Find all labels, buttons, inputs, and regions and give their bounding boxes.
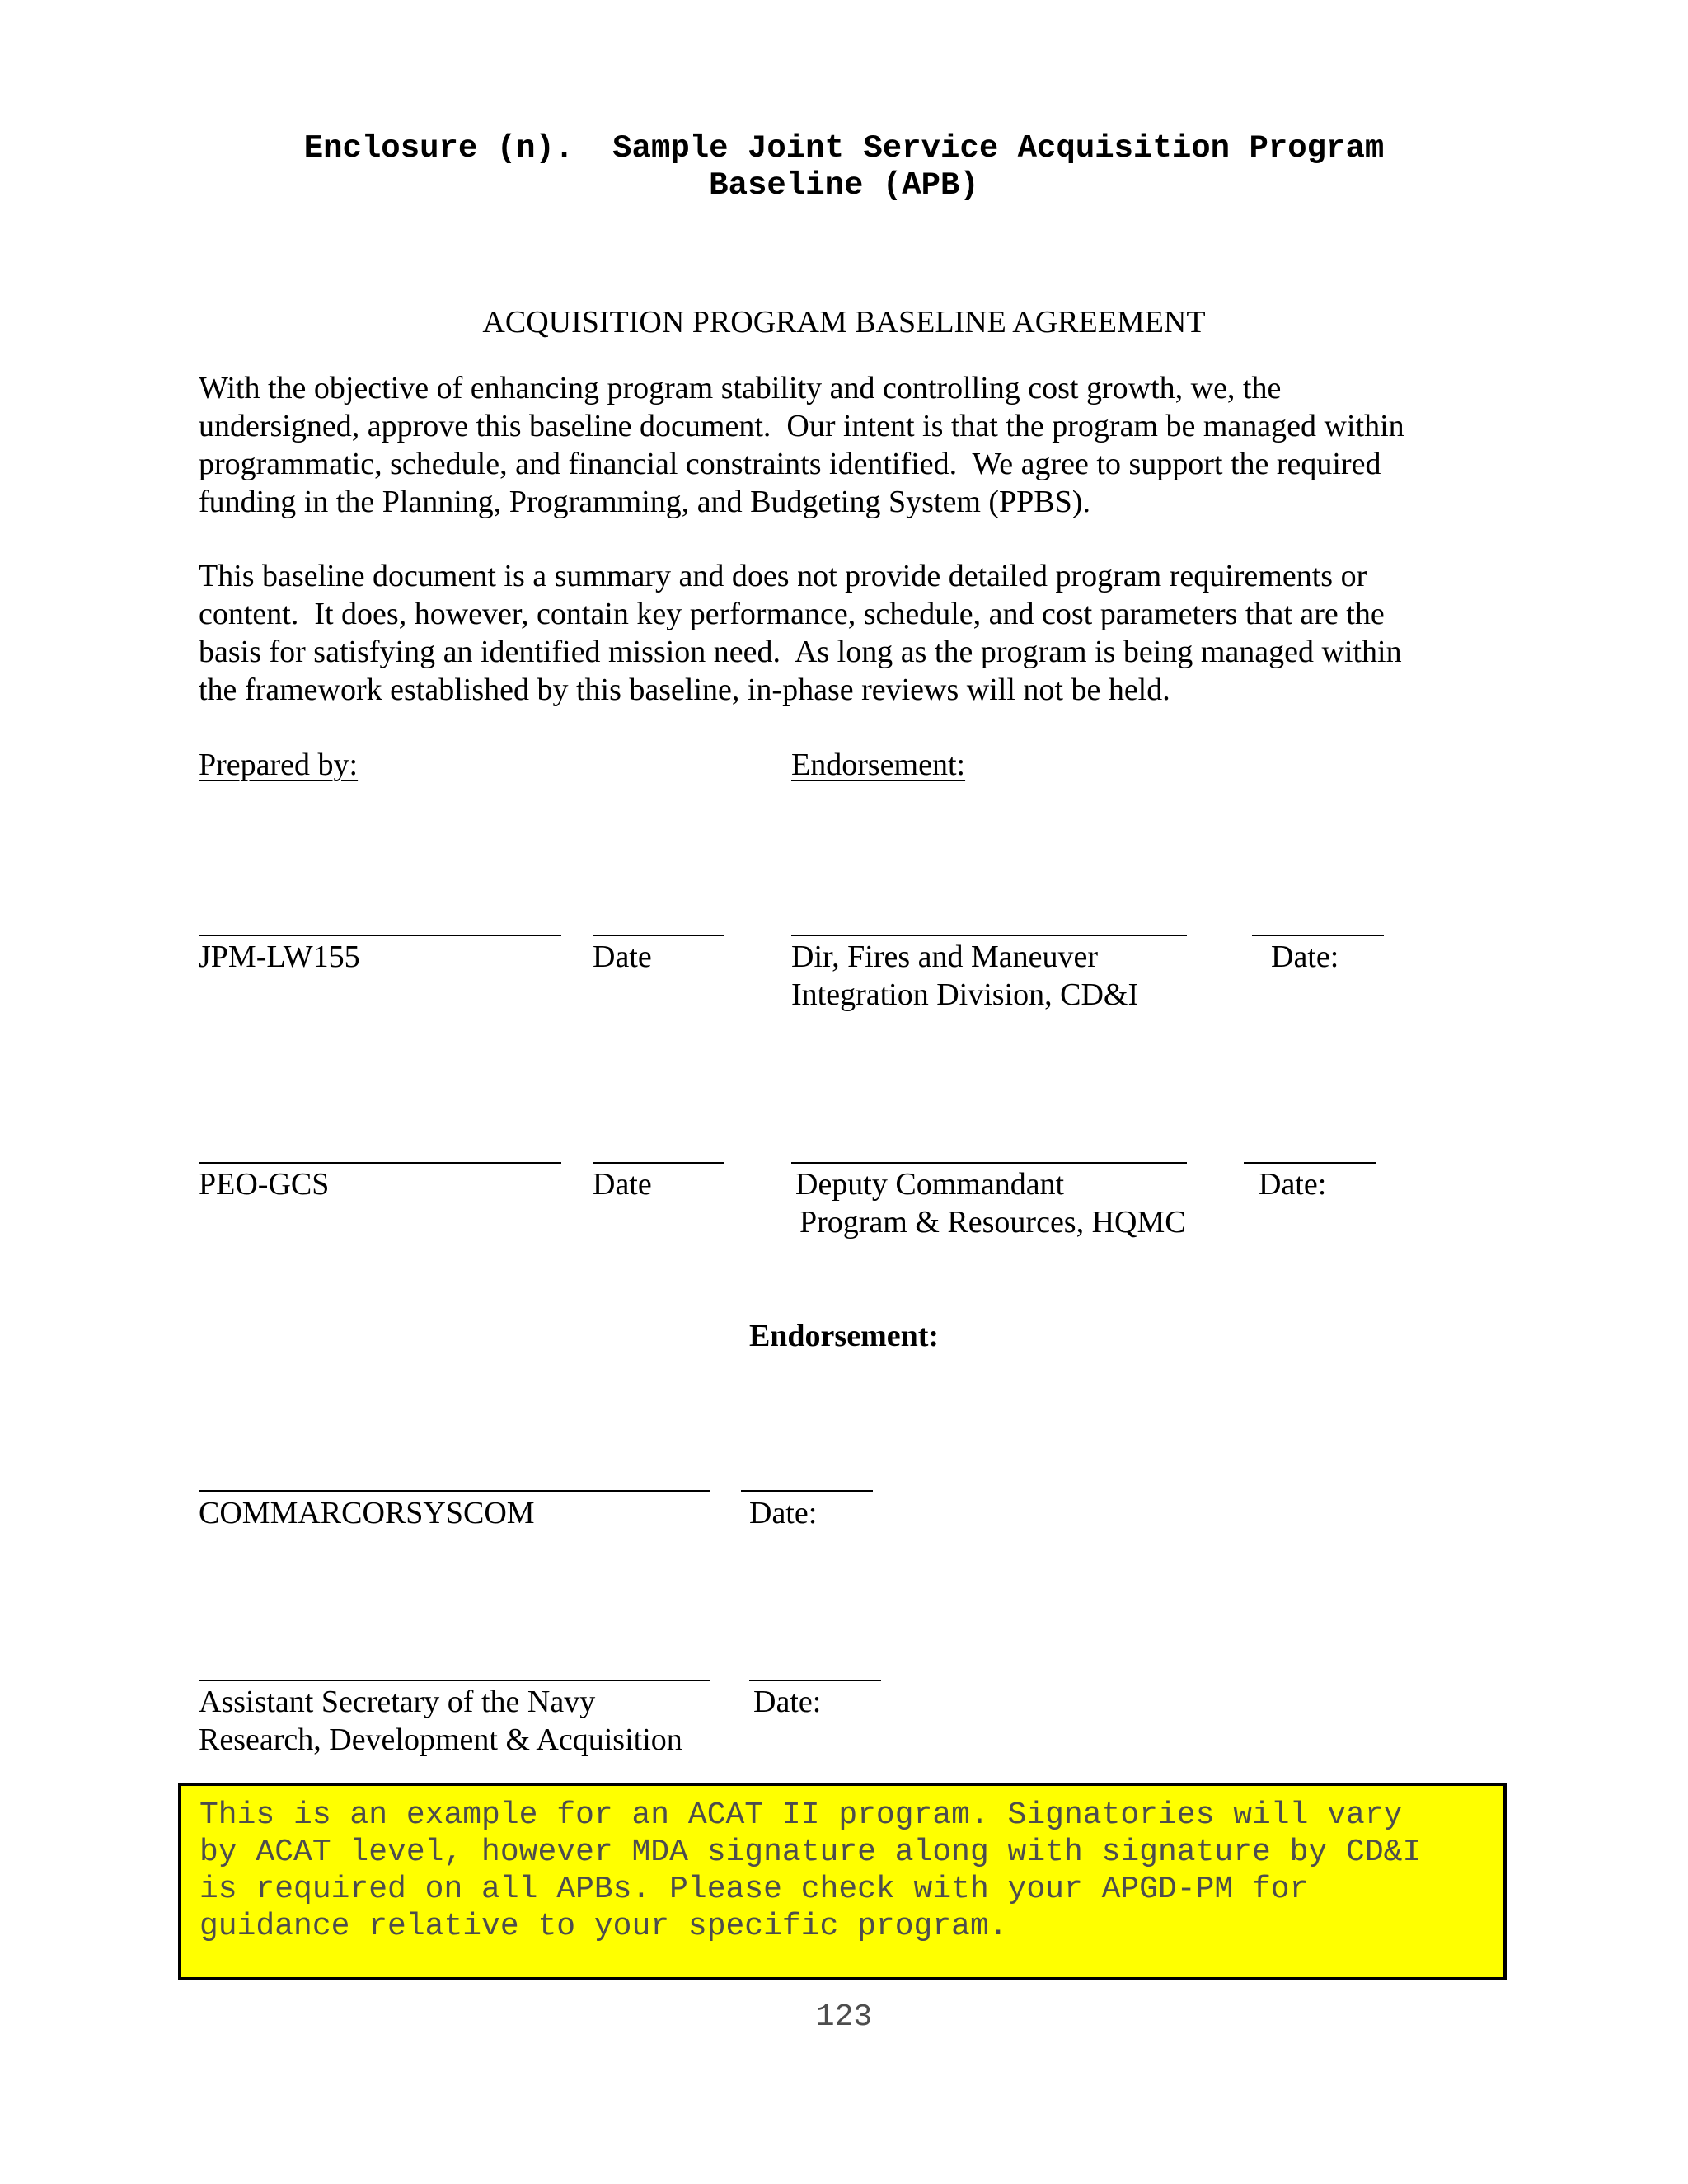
date-label: Date: [593, 940, 652, 974]
enclosure-title-line2: Baseline (APB): [709, 167, 979, 204]
date-label: Date:: [1259, 1167, 1327, 1202]
paragraph-line: the framework established by this baseline, in-phase reviews will not be held.: [199, 673, 1170, 707]
paragraph-line: basis for satisfying an identified mission need. As long as the program is being managed within: [199, 635, 1402, 669]
paragraph-line: programmatic, schedule, and financial constraints identified. We agree to support the required: [199, 447, 1381, 481]
date-label: Date:: [1271, 940, 1339, 974]
date-line-jpm: [593, 935, 724, 936]
signature-line-asn-rda: [199, 1680, 710, 1681]
date-line-asn-rda: [749, 1680, 881, 1681]
date-line-commarcorsyscom: [741, 1490, 873, 1492]
signatory-jpm-lw155: JPM-LW155: [199, 940, 360, 974]
paragraph-line: undersigned, approve this baseline document. Our intent is that the program be managed within: [199, 409, 1404, 443]
signatory-title-line1: Deputy Commandant: [795, 1167, 1065, 1202]
date-line-peo: [593, 1162, 724, 1164]
signature-line-dir-fires: [791, 935, 1187, 936]
enclosure-title-line1: Enclosure (n). Sample Joint Service Acquisition Program: [303, 130, 1385, 166]
date-label: Date: [593, 1167, 652, 1202]
paragraph-line: With the objective of enhancing program stability and controlling cost growth, we, the: [199, 371, 1282, 405]
signatory-title-line2: Program & Resources, HQMC: [799, 1205, 1186, 1240]
date-line-dir-fires: [1252, 935, 1384, 936]
signature-line-deputy-commandant: [791, 1162, 1187, 1164]
date-label: Date:: [749, 1496, 818, 1530]
signature-line-jpm: [199, 935, 561, 936]
signatory-deputy-commandant: [795, 1165, 1186, 1241]
guidance-note-text: This is an example for an ACAT II program. Signatories will vary by ACAT level, however MDA signature along with signature by CD&I is required on all APBs. Please check with your APGD-PM for guidance relative to your specific program.: [199, 1797, 1422, 1944]
endorsement-heading: Endorsement:: [748, 1319, 940, 1353]
signature-line-peo: [199, 1162, 561, 1164]
signatory-dir-fires: [791, 938, 1138, 1014]
date-line-deputy-commandant: [1244, 1162, 1376, 1164]
endorsement-label: Endorsement:: [791, 748, 966, 782]
agreement-paragraph-2: [199, 557, 1493, 709]
signatory-title-line2: Integration Division, CD&I: [791, 977, 1139, 1012]
agreement-title: ACQUISITION PROGRAM BASELINE AGREEMENT: [482, 305, 1206, 340]
date-label: Date:: [753, 1685, 822, 1719]
signatory-title-line1: Assistant Secretary of the Navy: [199, 1685, 596, 1719]
page-number: 123: [815, 1999, 873, 2035]
paragraph-line: funding in the Planning, Programming, and Budgeting System (PPBS).: [199, 485, 1090, 519]
prepared-by-label: Prepared by:: [199, 748, 359, 782]
signatory-title-line2: Research, Development & Acquisition: [199, 1722, 682, 1757]
signatory-peo-gcs: PEO-GCS: [199, 1167, 330, 1202]
enclosure-title: [0, 130, 1688, 204]
signatory-commarcorsyscom: COMMARCORSYSCOM: [199, 1496, 535, 1530]
signatory-title-line1: Dir, Fires and Maneuver: [791, 940, 1099, 974]
paragraph-line: This baseline document is a summary and does not provide detailed program requirements or: [199, 559, 1367, 593]
signature-line-commarcorsyscom: [199, 1490, 710, 1492]
signatory-asn-rda: [199, 1683, 682, 1759]
agreement-paragraph-1: [199, 369, 1493, 521]
paragraph-line: content. It does, however, contain key performance, schedule, and cost parameters that are the: [199, 597, 1385, 631]
